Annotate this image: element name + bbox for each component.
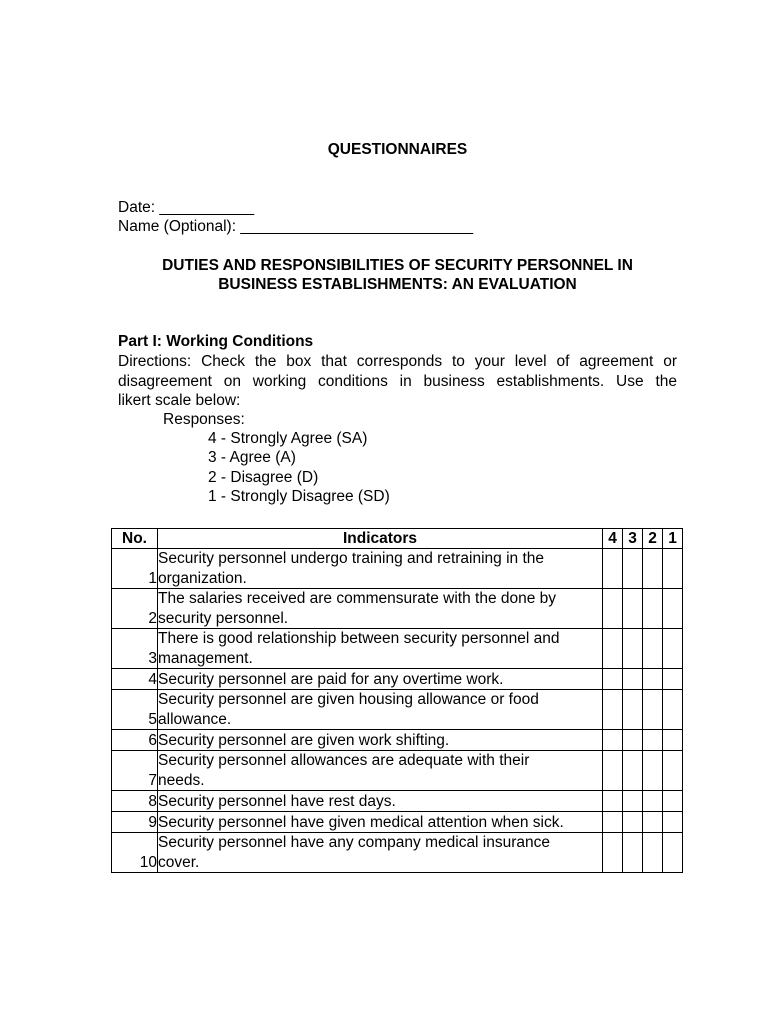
part-heading: Part I: Working Conditions	[118, 333, 314, 350]
rating-box-1[interactable]	[663, 730, 683, 751]
table-row	[112, 812, 683, 833]
row-number: 5	[112, 690, 158, 730]
likert-scale-item: 3 - Agree (A)	[208, 449, 296, 467]
likert-scale-list	[208, 429, 390, 506]
row-number: 2	[112, 589, 158, 629]
indicator-line: There is good relationship between security personnel and	[158, 630, 560, 647]
indicator-text	[158, 669, 603, 690]
rating-box-2[interactable]	[643, 730, 663, 751]
table-row	[112, 629, 683, 669]
table-row	[112, 791, 683, 812]
rating-box-4[interactable]	[603, 730, 623, 751]
rating-box-1[interactable]	[663, 589, 683, 629]
indicator-line: Security personnel undergo training and retraining in the	[158, 550, 545, 567]
header-rating-1: 1	[663, 529, 683, 549]
date-field-line: Date: ___________	[118, 199, 255, 216]
header-rating-2: 2	[643, 529, 663, 549]
rating-box-4[interactable]	[603, 589, 623, 629]
indicators-table	[111, 528, 683, 873]
directions-line-1: Directions: Check the box that corresponds to your level of agreement or	[118, 353, 677, 370]
rating-box-1[interactable]	[663, 669, 683, 690]
rating-box-3[interactable]	[623, 833, 643, 873]
indicator-line: management.	[158, 649, 253, 667]
directions-line-2: disagreement on working conditions in business establishments. Use the	[118, 372, 677, 390]
table-row	[112, 730, 683, 751]
directions-line-3: likert scale below:	[118, 392, 241, 409]
rating-box-3[interactable]	[623, 549, 643, 589]
indicator-line: security personnel.	[158, 609, 289, 627]
indicator-line: Security personnel allowances are adequate with their	[158, 752, 530, 769]
rating-box-1[interactable]	[663, 549, 683, 589]
rating-box-4[interactable]	[603, 690, 623, 730]
rating-box-2[interactable]	[643, 833, 663, 873]
rating-box-3[interactable]	[623, 730, 643, 751]
rating-box-3[interactable]	[623, 791, 643, 812]
indicator-text	[158, 791, 603, 812]
rating-box-1[interactable]	[663, 751, 683, 791]
evaluation-title	[0, 256, 768, 294]
rating-box-2[interactable]	[643, 629, 663, 669]
rating-box-2[interactable]	[643, 549, 663, 589]
indicator-text	[158, 690, 603, 730]
rating-box-4[interactable]	[603, 833, 623, 873]
header-rating-4: 4	[603, 529, 623, 549]
responses-label: Responses:	[163, 411, 245, 428]
rating-box-1[interactable]	[663, 791, 683, 812]
indicator-text	[158, 812, 603, 833]
table-row	[112, 833, 683, 873]
rating-box-1[interactable]	[663, 690, 683, 730]
rating-box-2[interactable]	[643, 812, 663, 833]
row-number: 6	[112, 730, 158, 751]
indicator-line: Security personnel have any company medical insurance	[158, 834, 551, 851]
table-header-row	[112, 529, 683, 549]
rating-box-2[interactable]	[643, 589, 663, 629]
indicator-line: Security personnel have given medical attention when sick.	[158, 813, 564, 831]
indicator-text	[158, 549, 603, 589]
rating-box-4[interactable]	[603, 549, 623, 589]
likert-scale-item: 2 - Disagree (D)	[208, 468, 319, 486]
header-rating-3: 3	[623, 529, 643, 549]
rating-box-2[interactable]	[643, 791, 663, 812]
indicator-text	[158, 629, 603, 669]
row-number: 9	[112, 812, 158, 833]
rating-box-4[interactable]	[603, 812, 623, 833]
evaluation-title-line-1: DUTIES AND RESPONSIBILITIES OF SECURITY PERSONNEL IN	[162, 257, 633, 274]
rating-box-3[interactable]	[623, 669, 643, 690]
rating-box-2[interactable]	[643, 669, 663, 690]
indicator-line: cover.	[158, 853, 200, 871]
indicator-text	[158, 589, 603, 629]
indicator-line: Security personnel have rest days.	[158, 792, 396, 810]
likert-scale-item: 4 - Strongly Agree (SA)	[208, 430, 368, 447]
indicator-line: allowance.	[158, 710, 232, 728]
rating-box-2[interactable]	[643, 690, 663, 730]
row-number: 7	[112, 751, 158, 791]
rating-box-3[interactable]	[623, 589, 643, 629]
rating-box-1[interactable]	[663, 812, 683, 833]
rating-box-2[interactable]	[643, 751, 663, 791]
header-indicators: Indicators	[158, 529, 603, 549]
row-number: 3	[112, 629, 158, 669]
indicator-line: The salaries received are commensurate with the done by	[158, 590, 557, 607]
row-number: 10	[112, 833, 158, 873]
rating-box-1[interactable]	[663, 833, 683, 873]
name-field-line: Name (Optional): ___________________________	[118, 218, 474, 235]
table-row	[112, 690, 683, 730]
rating-box-4[interactable]	[603, 629, 623, 669]
indicator-text	[158, 833, 603, 873]
indicator-line: Security personnel are given housing allowance or food	[158, 691, 539, 708]
likert-scale-item: 1 - Strongly Disagree (SD)	[208, 487, 390, 505]
header-no: No.	[112, 529, 158, 549]
row-number: 8	[112, 791, 158, 812]
indicator-text	[158, 751, 603, 791]
indicator-line: Security personnel are given work shifting.	[158, 731, 450, 749]
rating-box-3[interactable]	[623, 690, 643, 730]
rating-box-4[interactable]	[603, 791, 623, 812]
table-row	[112, 549, 683, 589]
indicator-line: Security personnel are paid for any overtime work.	[158, 670, 504, 688]
evaluation-title-line-2: BUSINESS ESTABLISHMENTS: AN EVALUATION	[218, 276, 577, 293]
document-title: QUESTIONNAIRES	[327, 141, 468, 158]
rating-box-4[interactable]	[603, 751, 623, 791]
table-row	[112, 589, 683, 629]
rating-box-3[interactable]	[623, 812, 643, 833]
table-row	[112, 669, 683, 690]
rating-box-3[interactable]	[623, 629, 643, 669]
directions-paragraph	[118, 352, 677, 411]
row-number: 1	[112, 549, 158, 589]
rating-box-4[interactable]	[603, 669, 623, 690]
indicator-text	[158, 730, 603, 751]
rating-box-1[interactable]	[663, 629, 683, 669]
table-row	[112, 751, 683, 791]
rating-box-3[interactable]	[623, 751, 643, 791]
row-number: 4	[112, 669, 158, 690]
indicator-line: needs.	[158, 771, 205, 789]
indicator-line: organization.	[158, 569, 247, 587]
